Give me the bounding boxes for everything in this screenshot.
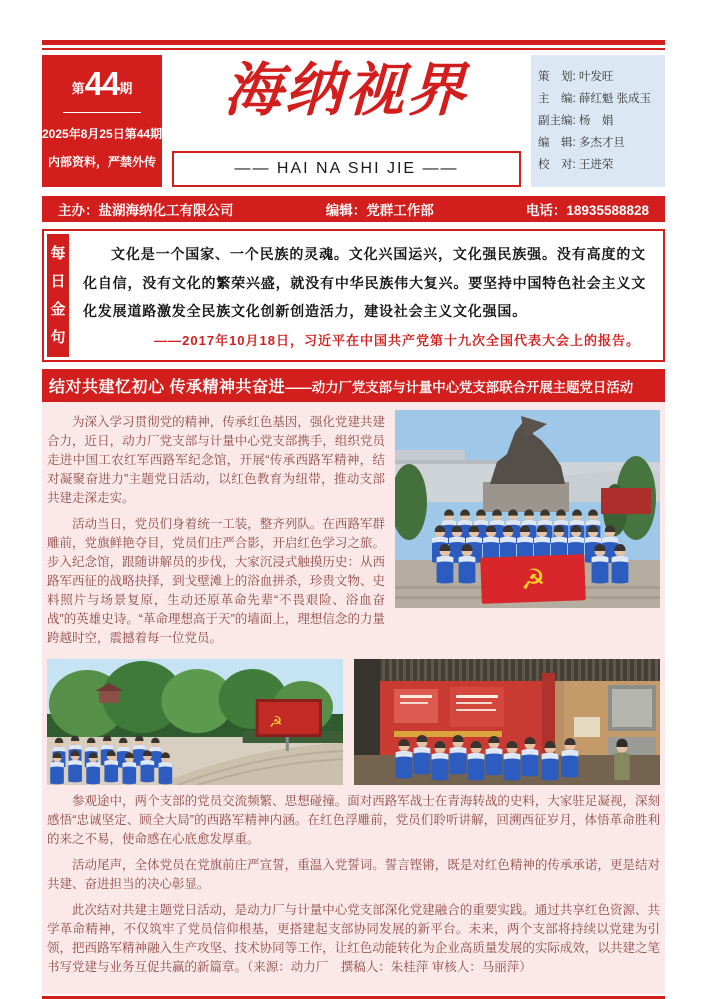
quote-label-char: 金 (50, 300, 66, 318)
article-headline (42, 369, 665, 402)
quote-attribution: ——2017年10月18日，习近平在中国共产党第十九次全国代表大会上的报告。 (154, 333, 640, 349)
article-content (42, 402, 665, 994)
article-row-1 (47, 406, 660, 655)
organizer-label: 主办：盐湖海纳化工有限公司 (58, 203, 234, 218)
masthead (42, 55, 665, 187)
article-paragraph-3: 参观途中，两个支部的党员交流频繁、思想碰撞。面对西路军战士在青海转战的史料，大家驻足凝视，深刻感悟“忠诚坚定、顾全大局”的西路军精神内涵。在红色浮雕前，党员们聆听讲解，回溯西征岁月，体悟革命胜利的来之不易，使命感在心底愈发厚重。 (47, 794, 660, 847)
article-paragraph-5: 此次结对共建主题党日活动，是动力厂与计量中心党支部深化党建融合的重要实践。通过共享红色资源、共学革命精神，不仅筑牢了党员信仰根基，更搭建起支部协同发展的新平台。未来，两个支部将持续以党建为引领，把西路军精神融入生产攻坚、技术协同等工作，让红色动能转化为企业高质量发展的实际成效，以共建之笔书写党建与业务互促共赢的新篇章。（来源：动力厂 撰稿人：朱桂萍 审核人：马丽萍） (47, 903, 660, 975)
issue-number-line (42, 67, 162, 106)
article-paragraph-2: 活动当日，党员们身着统一工装，整齐列队。在西路军群雕前，党旗鲜艳夺目，党员们庄严合影，开启红色学习之旅。步入纪念馆，跟随讲解员的步伐，大家沉浸式触摸历史：从西路军西征的战略抉择，到戈壁滩上的浴血拼杀，珍贵文物、史料照片与场景复原，生动还原革命先辈“不畏艰险、浴血奋战”的英雄史诗。“革命理想高于天”的墙面上，理想信念的力量跨越时空，震撼着每一位党员。 (47, 517, 385, 646)
quote-label-char: 日 (50, 273, 66, 291)
photos-row (47, 659, 660, 785)
headline-main: 结对共建忆初心 传承精神共奋进 (49, 379, 285, 397)
headline-sub: ——动力厂党支部与计量中心党支部联合开展主题党日活动 (284, 380, 634, 396)
photo-museum-visit (354, 659, 660, 785)
issue-prefix: 第 (71, 81, 85, 96)
credits-box (531, 55, 665, 187)
issue-box (42, 55, 162, 187)
issue-suffix: 期 (119, 81, 133, 96)
quote-label-char: 句 (50, 328, 66, 346)
article-text-column (47, 406, 385, 655)
confidential-note: 内部资料，严禁外传 (47, 155, 156, 169)
article-paragraph-1: 为深入学习贯彻党的精神，传承红色基因，强化党建共建合力，近日，动力厂党支部与计量中心党支部携手，组织党员走进中国工农红军西路军纪念馆，开展“传承西路军精神，结对凝聚奋进力”主题党日活动，以红色教育为纽带，推动支部共建走深走实。 (47, 415, 385, 506)
info-bar (42, 196, 665, 222)
daily-quote-label (47, 234, 69, 357)
quote-text: 文化是一个国家、一个民族的灵魂。文化兴国运兴，文化强民族强。没有高度的文化自信，没有文化的繁荣兴盛，就没有中华民族伟大复兴。要坚持中国特色社会主义文化发展道路激发全民族文化创新创造活力，建设社会主义文化强国。 (83, 246, 646, 320)
quote-label-char: 每 (50, 245, 66, 263)
phone-label: 电话：18935588828 (525, 203, 649, 218)
daily-quote-box (42, 229, 665, 362)
credit-planner: 策 划: 叶发旺 (538, 71, 614, 83)
photo-group-statue (395, 410, 660, 608)
issue-divider (63, 112, 141, 113)
credit-editor: 编 辑: 多杰才旦 (538, 137, 625, 149)
page-title: 海纳视界 (223, 58, 470, 123)
credit-deputy-editor: 副主编: 杨 娟 (538, 115, 614, 127)
party-emblem-icon: ☭ (269, 714, 283, 732)
article-paragraph-4: 活动尾声，全体党员在党旗前庄严宣誓，重温入党誓词。誓言铿锵，既是对红色精神的传承承诺，更是结对共建、奋进担当的决心彰显。 (47, 858, 660, 892)
credit-proofreader: 校 对: 王进荣 (538, 159, 614, 171)
title-pinyin-box: —— HAI NA SHI JIE —— (172, 151, 521, 187)
top-rule-thick (42, 40, 665, 45)
title-block (162, 55, 531, 187)
party-emblem-icon: ☭ (519, 563, 547, 596)
photo-outdoor-oath (47, 659, 343, 785)
credit-chief-editor: 主 编: 薛红魁 张成玉 (538, 93, 652, 105)
editor-dept-label: 编辑：党群工作部 (325, 203, 434, 218)
quote-body (69, 234, 660, 357)
issue-date: 2025年8月25日第44期 (42, 127, 163, 141)
issue-number: 44 (84, 65, 120, 102)
